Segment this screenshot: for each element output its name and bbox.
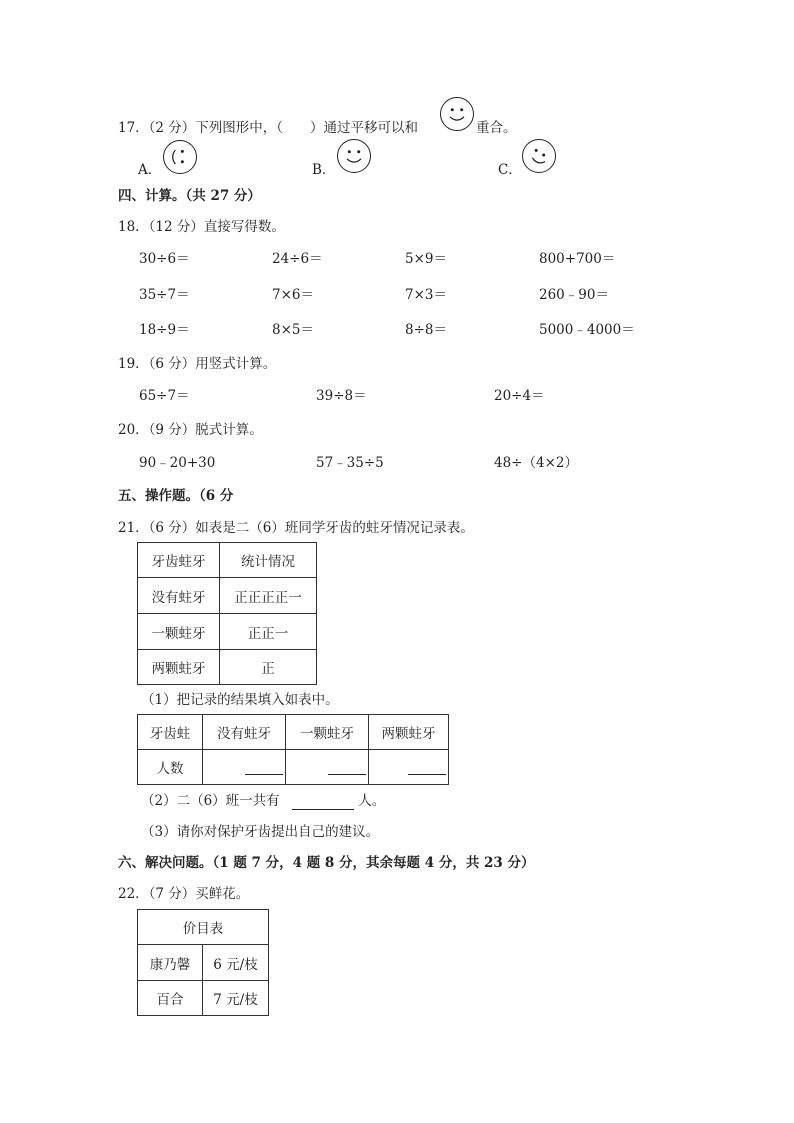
- table-header: 两颗蛀牙: [369, 715, 449, 750]
- price-table: [137, 909, 269, 1016]
- price-table-header: 价目表: [138, 910, 269, 945]
- table-cell: 没有蛀牙: [138, 578, 220, 614]
- q21-sub1: （1）把记录的结果填入如表中。: [141, 692, 339, 708]
- option-c-tilted-smiley-icon[interactable]: [522, 139, 556, 173]
- tooth-fill-table: [137, 714, 449, 785]
- table-cell: 康乃馨: [138, 945, 203, 981]
- table-row: [138, 715, 449, 750]
- table-header: 一颗蛀牙: [286, 715, 369, 750]
- answer-blank-total[interactable]: [292, 795, 354, 810]
- table-row: [138, 578, 317, 614]
- q17-text-b: 重合。: [476, 120, 517, 136]
- table-row: [138, 910, 269, 945]
- tooth-record-table: [137, 542, 317, 685]
- table-cell: 百合: [138, 981, 203, 1016]
- q18-item: 18÷9＝: [139, 322, 190, 338]
- q21-sub2-text-b: 人。: [358, 793, 386, 809]
- q18-title: 18．（12 分）直接写得数。: [118, 219, 285, 235]
- table-header: 牙齿蛀: [138, 715, 203, 750]
- table-row: [138, 614, 317, 650]
- option-b-label: B．: [312, 162, 336, 178]
- q19-title: 19．（6 分）用竖式计算。: [118, 356, 277, 372]
- table-row-label: 人数: [138, 750, 203, 785]
- section-5-title: 五、操作题。（6 分: [118, 488, 234, 504]
- table-row: [138, 650, 317, 685]
- section-6-title: 六、解决问题。（1 题 7 分，4 题 8 分，其余每题 4 分，共 23 分）: [118, 855, 535, 871]
- q21-sub2: [141, 792, 385, 810]
- q20-title: 20．（9 分）脱式计算。: [118, 422, 263, 438]
- table-row: [138, 543, 317, 578]
- answer-blank-two[interactable]: [369, 750, 449, 785]
- q19-item: 20÷4＝: [494, 388, 545, 404]
- q18-item: 5000﹣4000＝: [539, 322, 635, 338]
- option-a-label: A．: [138, 162, 162, 178]
- table-cell: 正: [220, 650, 317, 685]
- table-cell: 7 元/枝: [203, 981, 269, 1016]
- table-row: [138, 750, 449, 785]
- q18-item: 5×9＝: [405, 251, 447, 267]
- q18-item: 8×5＝: [272, 322, 314, 338]
- section-4-title: 四、计算。（共 27 分）: [118, 188, 261, 204]
- q21-sub2-text-a: （2）二（6）班一共有: [141, 793, 280, 809]
- q17-text-a: 17．（2 分）下列图形中，（ ）通过平移可以和: [118, 120, 419, 136]
- table-cell: 牙齿蛀牙: [138, 543, 220, 578]
- table-row: [138, 981, 269, 1016]
- table-row: [138, 945, 269, 981]
- reference-smiley-icon: [440, 97, 474, 131]
- q21-sub3: （3）请你对保护牙齿提出自己的建议。: [141, 824, 380, 840]
- table-cell: 正正正正一: [220, 578, 317, 614]
- q21-title: 21．（6 分）如表是二（6）班同学牙齿的蛀牙情况记录表。: [118, 520, 474, 536]
- q20-item: 57﹣35÷5: [316, 455, 384, 471]
- q18-item: 7×3＝: [405, 287, 447, 303]
- q17-prompt: [118, 119, 418, 137]
- q18-item: 260﹣90＝: [539, 287, 609, 303]
- q18-item: 30÷6＝: [139, 251, 190, 267]
- q18-item: 8÷8＝: [405, 322, 447, 338]
- option-a-rotated-smiley-icon[interactable]: [163, 140, 197, 174]
- table-cell: 两颗蛀牙: [138, 650, 220, 685]
- q19-item: 39÷8＝: [316, 388, 367, 404]
- q18-item: 800+700＝: [539, 251, 616, 267]
- q18-item: 24÷6＝: [272, 251, 323, 267]
- table-cell: 正正一: [220, 614, 317, 650]
- option-b-smiley-icon[interactable]: [337, 139, 371, 173]
- q18-item: 7×6＝: [272, 287, 314, 303]
- table-cell: 统计情况: [220, 543, 317, 578]
- q20-item: 90﹣20+30: [139, 455, 216, 471]
- table-cell: 6 元/枝: [203, 945, 269, 981]
- answer-blank-one[interactable]: [286, 750, 369, 785]
- q20-item: 48÷（4×2）: [494, 455, 578, 471]
- table-header: 没有蛀牙: [203, 715, 286, 750]
- table-cell: 一颗蛀牙: [138, 614, 220, 650]
- q22-title: 22．（7 分）买鲜花。: [118, 886, 250, 902]
- q18-item: 35÷7＝: [139, 287, 190, 303]
- answer-blank-none[interactable]: [203, 750, 286, 785]
- option-c-label: C．: [498, 162, 522, 178]
- q19-item: 65÷7＝: [139, 388, 190, 404]
